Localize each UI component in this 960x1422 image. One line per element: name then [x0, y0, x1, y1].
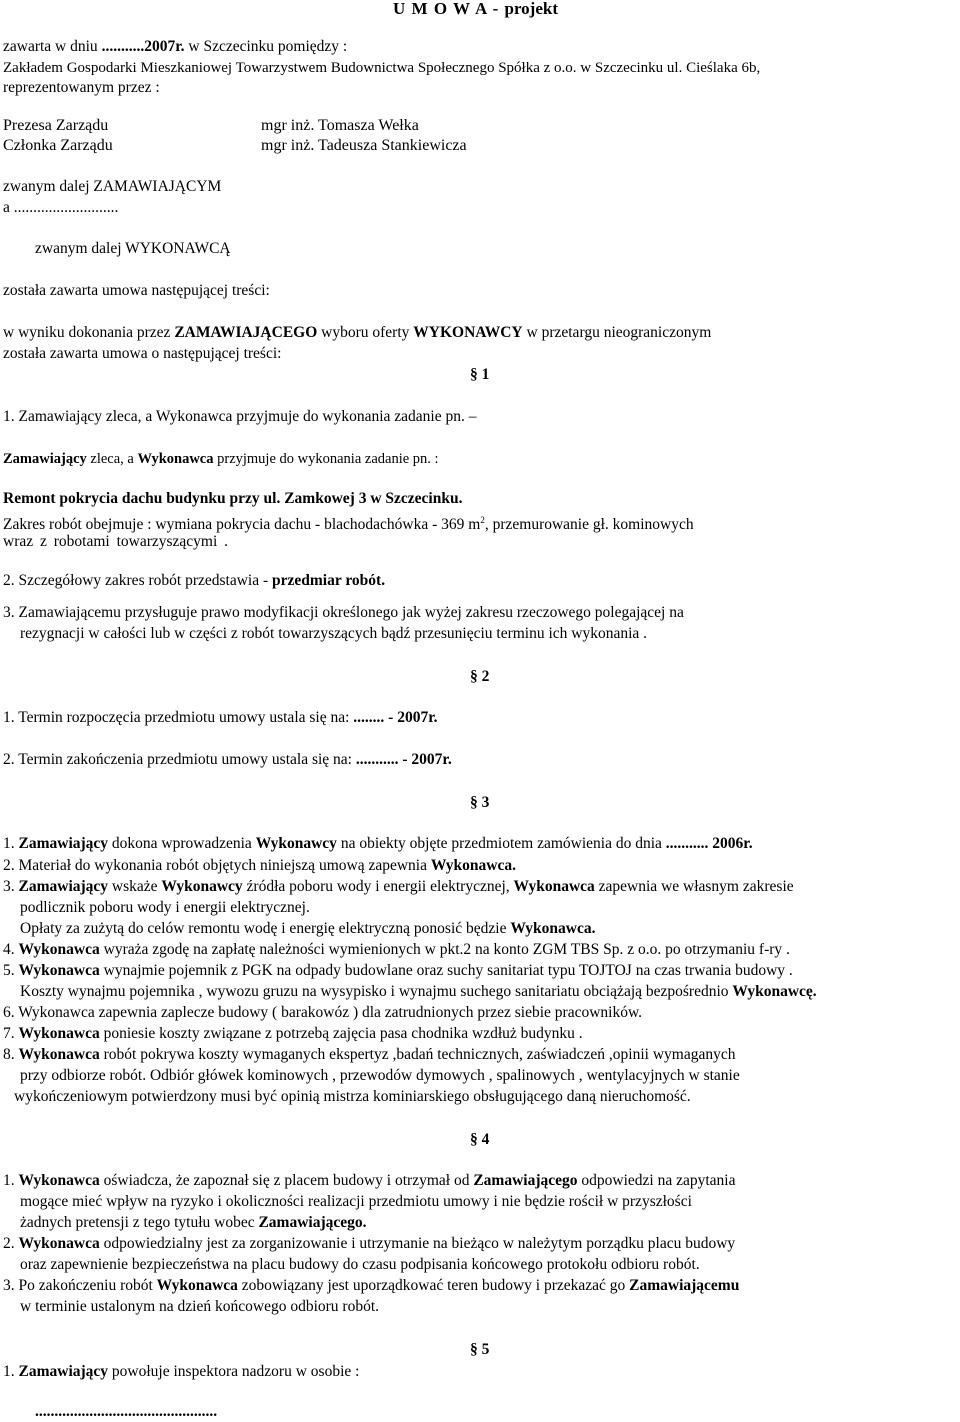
- s1-task: Remont pokrycia dachu budynku przy ul. Zamkowej 3 w Szczecinku.: [3, 490, 463, 507]
- called-employer: zwanym dalej ZAMAWIAJĄCYM: [3, 178, 222, 195]
- section-1-label: § 1: [470, 366, 490, 383]
- concluded-line: została zawarta umowa następującej treści:: [3, 282, 270, 299]
- s3-p8: 8. Wykonawca robót pokrywa koszty wymaganych ekspertyz ,badań technicznych, zaświadczeń ,opinii wymaganych: [3, 1046, 736, 1063]
- s4-p1-line-2: mogące mieć wpływ na ryzyko i okoliczności realizacji przedmiotu umowy i nie będzie rościł w przyszłości: [20, 1193, 692, 1210]
- s3-p1: 1. Zamawiający dokona wprowadzenia Wykonawcy na obiekty objęte przedmiotem zamówienia do dnia ........... 2006r.: [3, 835, 753, 852]
- s4-p1: 1. Wykonawca oświadcza, że zapoznał się z placem budowy i otrzymał od Zamawiającego odpowiedzi na zapytania: [3, 1172, 736, 1189]
- s1-p1b: Zamawiający zleca, a Wykonawca przyjmuje do wykonania zadanie pn. :: [3, 451, 439, 467]
- s3-p8-line-3: wykończeniowym potwierdzony musi być opinią mistrza kominiarskiego obsługującego daną nieruchomość.: [14, 1088, 691, 1105]
- s1-scope-line-2: wraz z robotami towarzyszącymi .: [3, 533, 229, 550]
- section-2-label: § 2: [470, 668, 490, 685]
- s1-p2: 2. Szczegółowy zakres robót przedstawia - przedmiar robót.: [3, 572, 386, 589]
- s1-p3-line-2: rezygnacji w całości lub w części z robót towarzyszących bądź przesunięciu terminu ich wykonania .: [20, 625, 648, 642]
- called-contractor: zwanym dalej WYKONAWCĄ: [35, 240, 231, 257]
- rep1-role: Prezesa Zarządu: [3, 117, 109, 134]
- s4-p1-line-3: żadnych pretensji z tego tytułu wobec Zamawiającego.: [20, 1214, 367, 1231]
- intro-line-1: zawarta w dniu ...........2007r. w Szczecinku pomiędzy :: [3, 38, 348, 55]
- s1-p1: 1. Zamawiający zleca, a Wykonawca przyjmuje do wykonania zadanie pn. –: [3, 408, 477, 425]
- document-heading: U M O W A - projekt: [393, 0, 559, 18]
- intro-line-3: reprezentowanym przez :: [3, 79, 160, 96]
- s3-p5-line-2: Koszty wynajmu pojemnika , wywozu gruzu na wysypisko i wynajmu suchego sanitariatu obciążają bezpośrednio Wykonawcę.: [20, 983, 817, 1000]
- s3-p8-line-2: przy odbiorze robót. Odbiór główek kominowych , przewodów dymowych , spalinowych , wentylacyjnych w stanie: [20, 1067, 740, 1084]
- section-3-label: § 3: [470, 794, 490, 811]
- rep1-name: mgr inż. Tomasza Wełka: [261, 117, 419, 134]
- section-4-label: § 4: [470, 1131, 490, 1148]
- s4-p3: 3. Po zakończeniu robót Wykonawca zobowiązany jest uporządkować teren budowy i przekazać go Zamawiającemu: [3, 1277, 740, 1294]
- s4-p2-line-2: oraz zapewnienie bezpieczeństwa na placu budowy do czasu podpisania końcowego protokołu odbioru robót.: [20, 1256, 700, 1273]
- s3-p3: 3. Zamawiający wskaże Wykonawcy źródła poboru wody i energii elektrycznej, Wykonawca zapewnia we własnym zakresie: [3, 878, 794, 895]
- s3-p3-line-2: podlicznik poboru wody i energii elektrycznej.: [20, 899, 310, 916]
- result-line-1: w wyniku dokonania przez ZAMAWIAJĄCEGO wyboru oferty WYKONAWCY w przetargu nieograniczonym: [3, 324, 712, 341]
- s4-p3-line-2: w terminie ustalonym na dzień końcowego odbioru robót.: [20, 1298, 380, 1315]
- s5-p1: 1. Zamawiający powołuje inspektora nadzoru w osobie :: [3, 1363, 360, 1380]
- s2-p1: 1. Termin rozpoczęcia przedmiotu umowy ustala się na: ........ - 2007r.: [3, 709, 438, 726]
- s3-p4: 4. Wykonawca wyraża zgodę na zapłatę należności wymienionych w pkt.2 na konto ZGM TBS Sp. z o.o. po otrzymaniu f-ry .: [3, 941, 790, 958]
- s1-scope-line-1: Zakres robót obejmuje : wymiana pokrycia dachu - blachodachówka - 369 $m^2$, przemurowanie gł. kominowych: [3, 515, 694, 534]
- s3-p6: 6. Wykonawca zapewnia zaplecze budowy ( barakowóz ) dla zatrudnionych przez siebie pracowników.: [3, 1004, 643, 1021]
- rep2-name: mgr inż. Tadeusza Stankiewicza: [261, 137, 467, 154]
- rep2-role: Członka Zarządu: [3, 137, 113, 154]
- s3-p5: 5. Wykonawca wynajmie pojemnik z PGK na odpady budowlane oraz suchy sanitariat typu TOJTOJ na czas trwania budowy .: [3, 962, 793, 979]
- section-5-label: § 5: [470, 1341, 490, 1358]
- result-line-2: została zawarta umowa o następującej treści:: [3, 345, 282, 362]
- s4-p2: 2. Wykonawca odpowiedzialny jest za zorganizowanie i utrzymanie na bieżąco w należytym porządku placu budowy: [3, 1235, 736, 1252]
- and-contractor: a ...........................: [3, 199, 119, 216]
- s3-p2: 2. Materiał do wykonania robót objętych niniejszą umową zapewnia Wykonawca.: [3, 857, 516, 874]
- s1-p3-line-1: 3. Zamawiającemu przysługuje prawo modyfikacji określonego jak wyżej zakresu rzeczowego polegającej na: [3, 604, 684, 621]
- s3-p3-line-3: Opłaty za zużytą do celów remontu wodę i energię elektryczną ponosić będzie Wykonawca.: [20, 920, 596, 937]
- intro-line-2: Zakładem Gospodarki Mieszkaniowej Towarzystwem Budownictwa Społecznego Spółka z o.o. w Szczecinku ul. Cieślaka 6b,: [3, 60, 761, 76]
- s3-p7: 7. Wykonawca poniesie koszty związane z potrzebą zajęcia pasa chodnika wzdłuż budynku .: [3, 1025, 583, 1042]
- s2-p2: 2. Termin zakończenia przedmiotu umowy ustala się na: ........... - 2007r.: [3, 751, 452, 768]
- s5-inspector-dots: ...............................................: [35, 1403, 218, 1420]
